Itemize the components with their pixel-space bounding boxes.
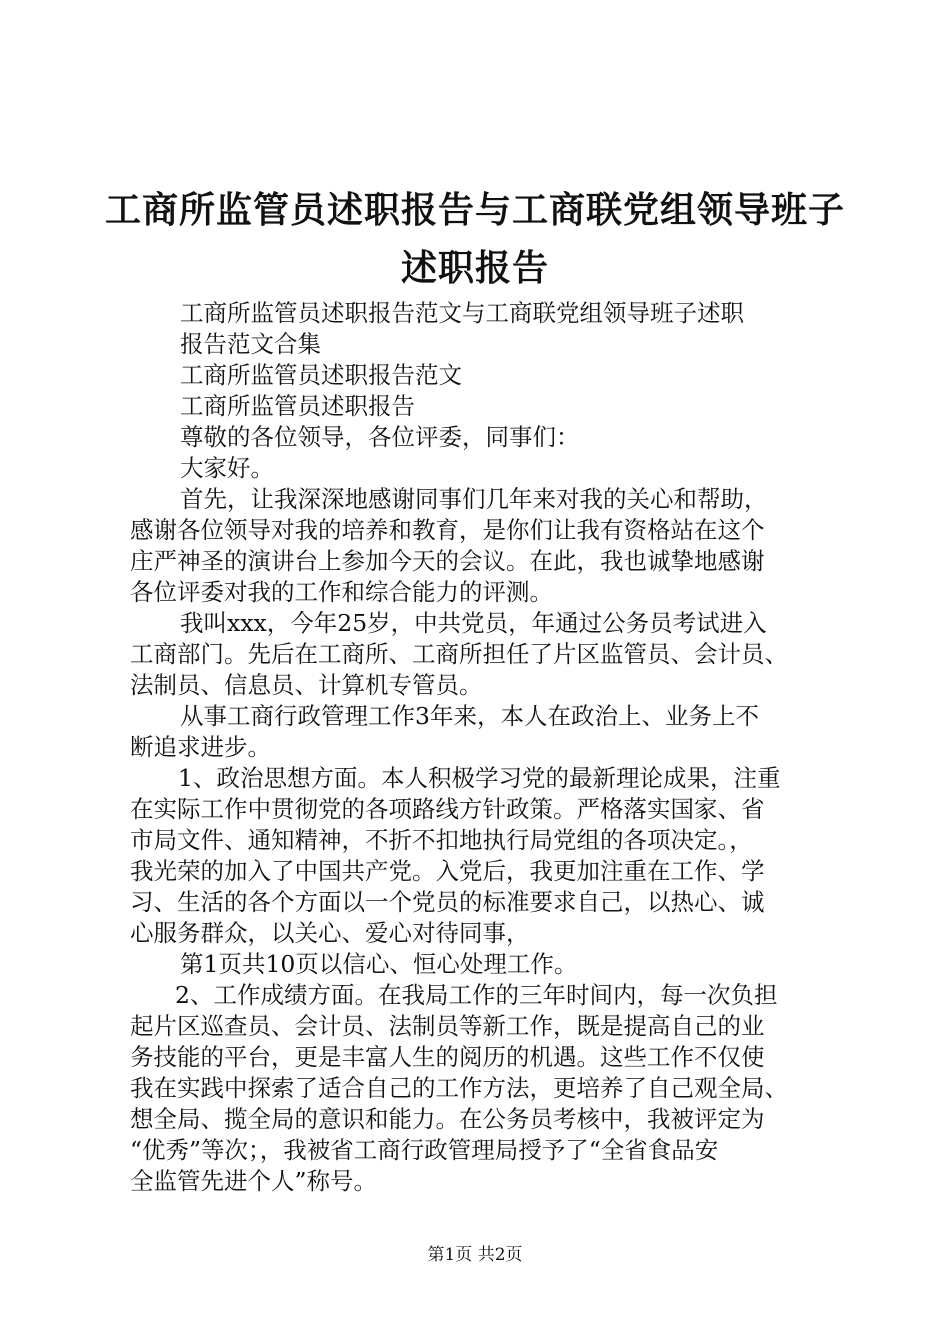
body-line: 首先，让我深深地感谢同事们几年来对我的关心和帮助， xyxy=(180,485,768,513)
body-line: 想全局、揽全局的意识和能力。在公务员考核中，我被评定为 xyxy=(130,1105,765,1133)
body-line: 庄严神圣的演讲台上参加今天的会议。在此，我也诚挚地感谢 xyxy=(130,547,765,575)
body-line: 断追求进步。 xyxy=(130,733,271,761)
body-line: 第1页共10页以信心、恒心处理工作。 xyxy=(180,950,578,978)
body-line: 感谢各位领导对我的培养和教育，是你们让我有资格站在这个 xyxy=(130,516,765,544)
body-line: 尊敬的各位领导，各位评委，同事们： xyxy=(180,423,580,451)
body-line: 全监管先进个人”称号。 xyxy=(130,1167,378,1195)
body-line: 报告范文合集 xyxy=(180,330,321,358)
body-line: 法制员、信息员、计算机专管员。 xyxy=(130,671,483,699)
body-line: 各位评委对我的工作和综合能力的评测。 xyxy=(130,578,553,606)
body-line: 从事工商行政管理工作3年来，本人在政治上、业务上不 xyxy=(180,702,759,730)
body-line: 习、生活的各个方面以一个党员的标准要求自己，以热心、诚 xyxy=(130,888,765,916)
body-line: 大家好。 xyxy=(180,454,274,482)
body-line: 我叫xxx，今年25岁，中共党员，年通过公务员考试进入 xyxy=(180,609,767,637)
body-line: 工商所监管员述职报告范文 xyxy=(180,361,462,389)
body-line: 我光荣的加入了中国共产党。入党后，我更加注重在工作、学 xyxy=(130,857,765,885)
body-line: “优秀”等次；，我被省工商行政管理局授予了“全省食品安 xyxy=(130,1136,719,1164)
body-line: 市局文件、通知精神，不折不扣地执行局党组的各项决定。， xyxy=(130,826,753,854)
body-line: 工商所监管员述职报告 xyxy=(180,392,415,420)
body-line: 在实际工作中贯彻党的各项路线方针政策。严格落实国家、省 xyxy=(130,795,765,823)
body-line: 我在实践中探索了适合自己的工作方法，更培养了自己观全局、 xyxy=(130,1074,788,1102)
body-line: 工商所监管员述职报告范文与工商联党组领导班子述职 xyxy=(180,299,744,327)
document-title-line-1: 工商所监管员述职报告与工商联党组领导班子 xyxy=(104,189,845,231)
page-footer: 第1页 共2页 xyxy=(427,1245,523,1265)
body-line: 2、工作成绩方面。在我局工作的三年时间内，每一次负担 xyxy=(175,981,778,1009)
body-line: 心服务群众，以关心、爱心对待同事， xyxy=(130,919,530,947)
body-line: 工商部门。先后在工商所、工商所担任了片区监管员、会计员、 xyxy=(130,640,788,668)
body-line: 起片区巡查员、会计员、法制员等新工作，既是提高自己的业 xyxy=(130,1012,765,1040)
body-line: 1、政治思想方面。本人积极学习党的最新理论成果，注重 xyxy=(178,764,781,792)
body-line: 务技能的平台，更是丰富人生的阅历的机遇。这些工作不仅使 xyxy=(130,1043,765,1071)
document-title-line-2: 述职报告 xyxy=(400,247,549,289)
